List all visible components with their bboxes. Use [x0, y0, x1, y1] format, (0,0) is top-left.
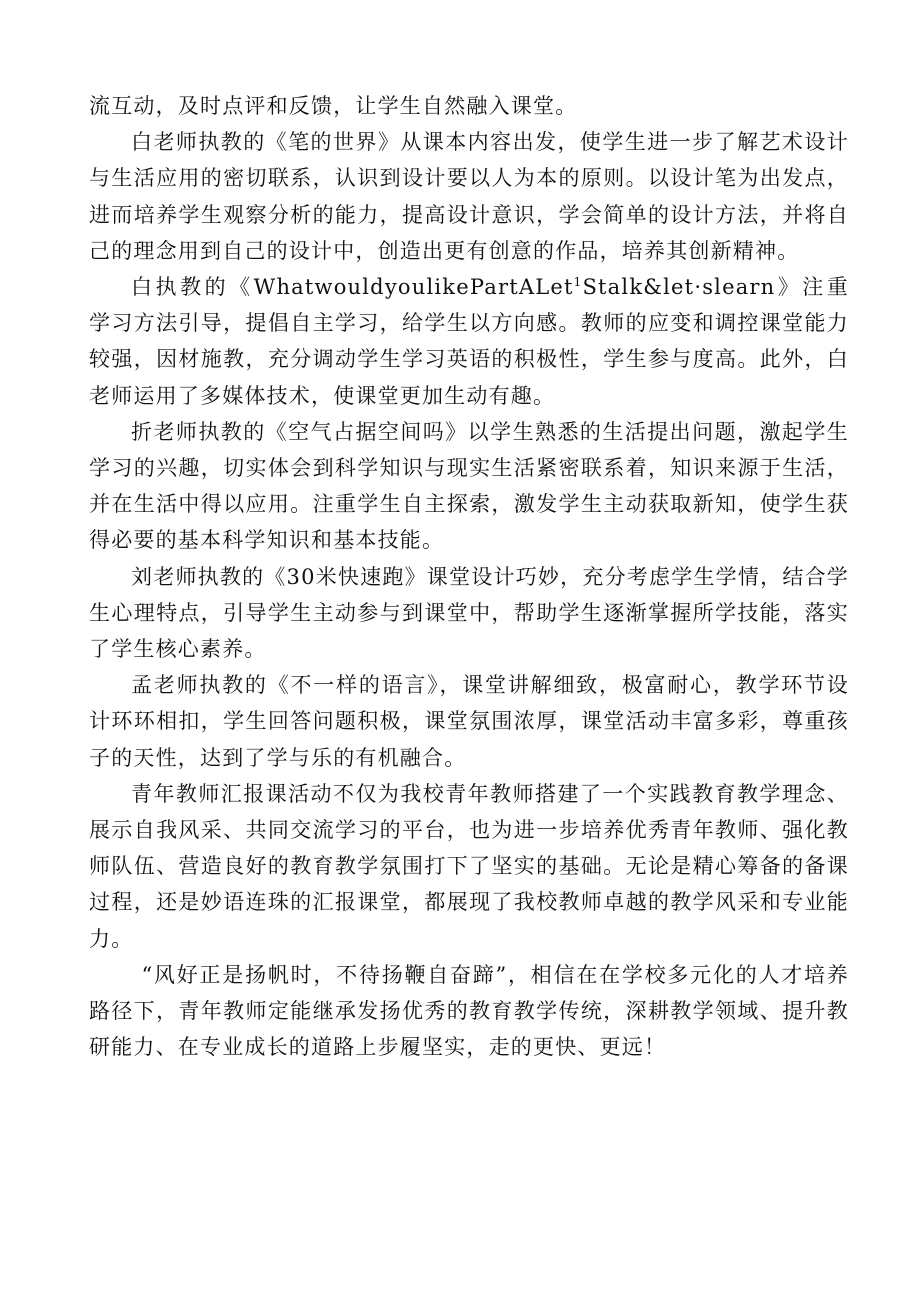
paragraph-5: 刘老师执教的《30米快速跑》课堂设计巧妙，充分考虑学生学情，结合学生心理特点，引导学生主动参与到课堂中，帮助学生逐渐掌握所学技能，落实了学生核心素养。	[89, 564, 849, 662]
paragraph-3	[89, 269, 849, 414]
paragraph-2: 白老师执教的《笔的世界》从课本内容出发，使学生进一步了解艺术设计与生活应用的密切联系，认识到设计要以人为本的原则。以设计笔为出发点，进而培养学生观察分析的能力，提高设计意识，学会简单的设计方法，并将自己的理念用到自己的设计中，创造出更有创意的作品，培养其创新精神。	[89, 130, 849, 263]
paragraph-3-text-after: Stalk&let·slearn》注重学习方法引导，提倡自主学习，给学生以方向感。教师的应变和调控课堂能力较强，因材施教，充分调动学生学习英语的积极性，学生参与度高。此外，白老师运用了多媒体技术，使课堂更加生动有趣。	[89, 275, 849, 408]
paragraph-3-text-before: 白执教的《WhatwouldyoulikePartALet	[131, 275, 574, 300]
paragraph-1: 流互动，及时点评和反馈，让学生自然融入课堂。	[89, 94, 578, 118]
paragraph-6: 孟老师执教的《不一样的语言》，课堂讲解细致，极富耐心，教学环节设计环环相扣，学生回答问题积极，课堂氛围浓厚，课堂活动丰富多彩，尊重孩子的天性，达到了学与乐的有机融合。	[89, 673, 849, 770]
paragraph-3-superscript: 1	[573, 275, 583, 290]
paragraph-7: 青年教师汇报课活动不仅为我校青年教师搭建了一个实践教育教学理念、展示自我风采、共同交流学习的平台，也为进一步培养优秀青年教师、强化教师队伍、营造良好的教育教学氛围打下了坚实的基础。无论是精心筹备的备课过程，还是妙语连珠的汇报课堂，都展现了我校教师卓越的教学风采和专业能力。	[89, 781, 849, 951]
paragraph-4: 折老师执教的《空气占据空间吗》以学生熟悉的生活提出问题，激起学生学习的兴趣，切实体会到科学知识与现实生活紧密联系着，知识来源于生活，并在生活中得以应用。注重学生自主探索，激发学生主动获取新知，使学生获得必要的基本科学知识和基本技能。	[89, 419, 849, 553]
paragraph-8: “风好正是扬帆时，不待扬鞭自奋蹄”，相信在在学校多元化的人才培养路径下，青年教师定能继承发扬优秀的教育教学传统，深耕教学领域、提升教研能力、在专业成长的道路上步履坚实，走的更快、更远！	[89, 962, 849, 1060]
article-body	[89, 88, 849, 1065]
